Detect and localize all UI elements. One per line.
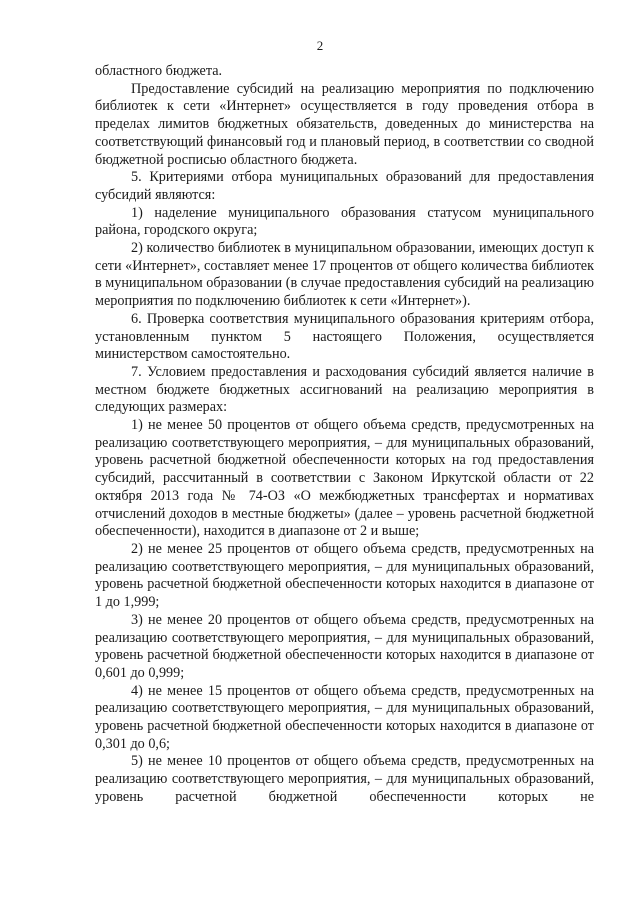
paragraph-condition-4: 4) не менее 15 процентов от общего объема средств, предусмотренных на реализацию соответствующего мероприятия, – для муниципальных образований, уровень расчетной бюджетной обеспеченности которых находится в диапазоне от 0,301 до 0,6;	[95, 682, 594, 752]
paragraph-criterion-2: 2) количество библиотек в муниципальном образовании, имеющих доступ к сети «Интернет», составляет менее 17 процентов от общего количества библиотек в муниципальном образовании (в случае предоставления субсидий на реализацию мероприятия по подключению библиотек к сети «Интернет»).	[95, 240, 594, 310]
paragraph-criterion-1: 1) наделение муниципального образования статусом муниципального района, городского округа;	[95, 204, 594, 239]
paragraph-condition-5: 5) не менее 10 процентов от общего объема средств, предусмотренных на реализацию соответствующего мероприятия, – для муниципальных образований, уровень расчетной бюджетной обеспеченности которых не	[95, 753, 594, 805]
paragraph-condition-3: 3) не менее 20 процентов от общего объема средств, предусмотренных на реализацию соответствующего мероприятия, – для муниципальных образований, уровень расчетной бюджетной обеспеченности которых находится в диапазоне от 0,601 до 0,999;	[95, 611, 594, 681]
paragraph-condition-2: 2) не менее 25 процентов от общего объема средств, предусмотренных на реализацию соответствующего мероприятия, – для муниципальных образований, уровень расчетной бюджетной обеспеченности которых находится в диапазоне от 1 до 1,999;	[95, 540, 594, 611]
paragraph-item-7-conditions: 7. Условием предоставления и расходования субсидий является наличие в местном бюджете бюджетных ассигнований на реализацию мероприятия в следующих размерах:	[95, 363, 594, 416]
paragraph-condition-1: 1) не менее 50 процентов от общего объема средств, предусмотренных на реализацию соответствующего мероприятия, – для муниципальных образований, уровень расчетной бюджетной обеспеченности которых на год предоставления субсидий, рассчитанный в соответствии с Законом Иркутской области от 22 октября 2013 года № 74-ОЗ «О межбюджетных трансфертах и нормативах отчислений доходов в местные бюджеты» (далее – уровень расчетной бюджетной обеспеченности), находится в диапазоне от 2 и выше;	[95, 417, 594, 540]
paragraph-subsidy-provision: Предоставление субсидий на реализацию мероприятия по подключению библиотек к сети «Интернет» осуществляется в году проведения отбора в пределах лимитов бюджетных обязательств, доведенных до министерства на соответствующий финансовый год и плановый период, в соответствии со сводной бюджетной росписью областного бюджета.	[95, 80, 594, 168]
document-body	[95, 63, 594, 807]
paragraph-continuation: областного бюджета.	[95, 63, 223, 79]
paragraph-item-5-criteria: 5. Критериями отбора муниципальных образований для предоставления субсидий являются:	[95, 169, 594, 203]
paragraph-item-6-verification: 6. Проверка соответствия муниципального образования критериям отбора, установленным пунктом 5 настоящего Положения, осуществляется министерством самостоятельно.	[95, 310, 594, 363]
page-number: 2	[316, 38, 324, 53]
